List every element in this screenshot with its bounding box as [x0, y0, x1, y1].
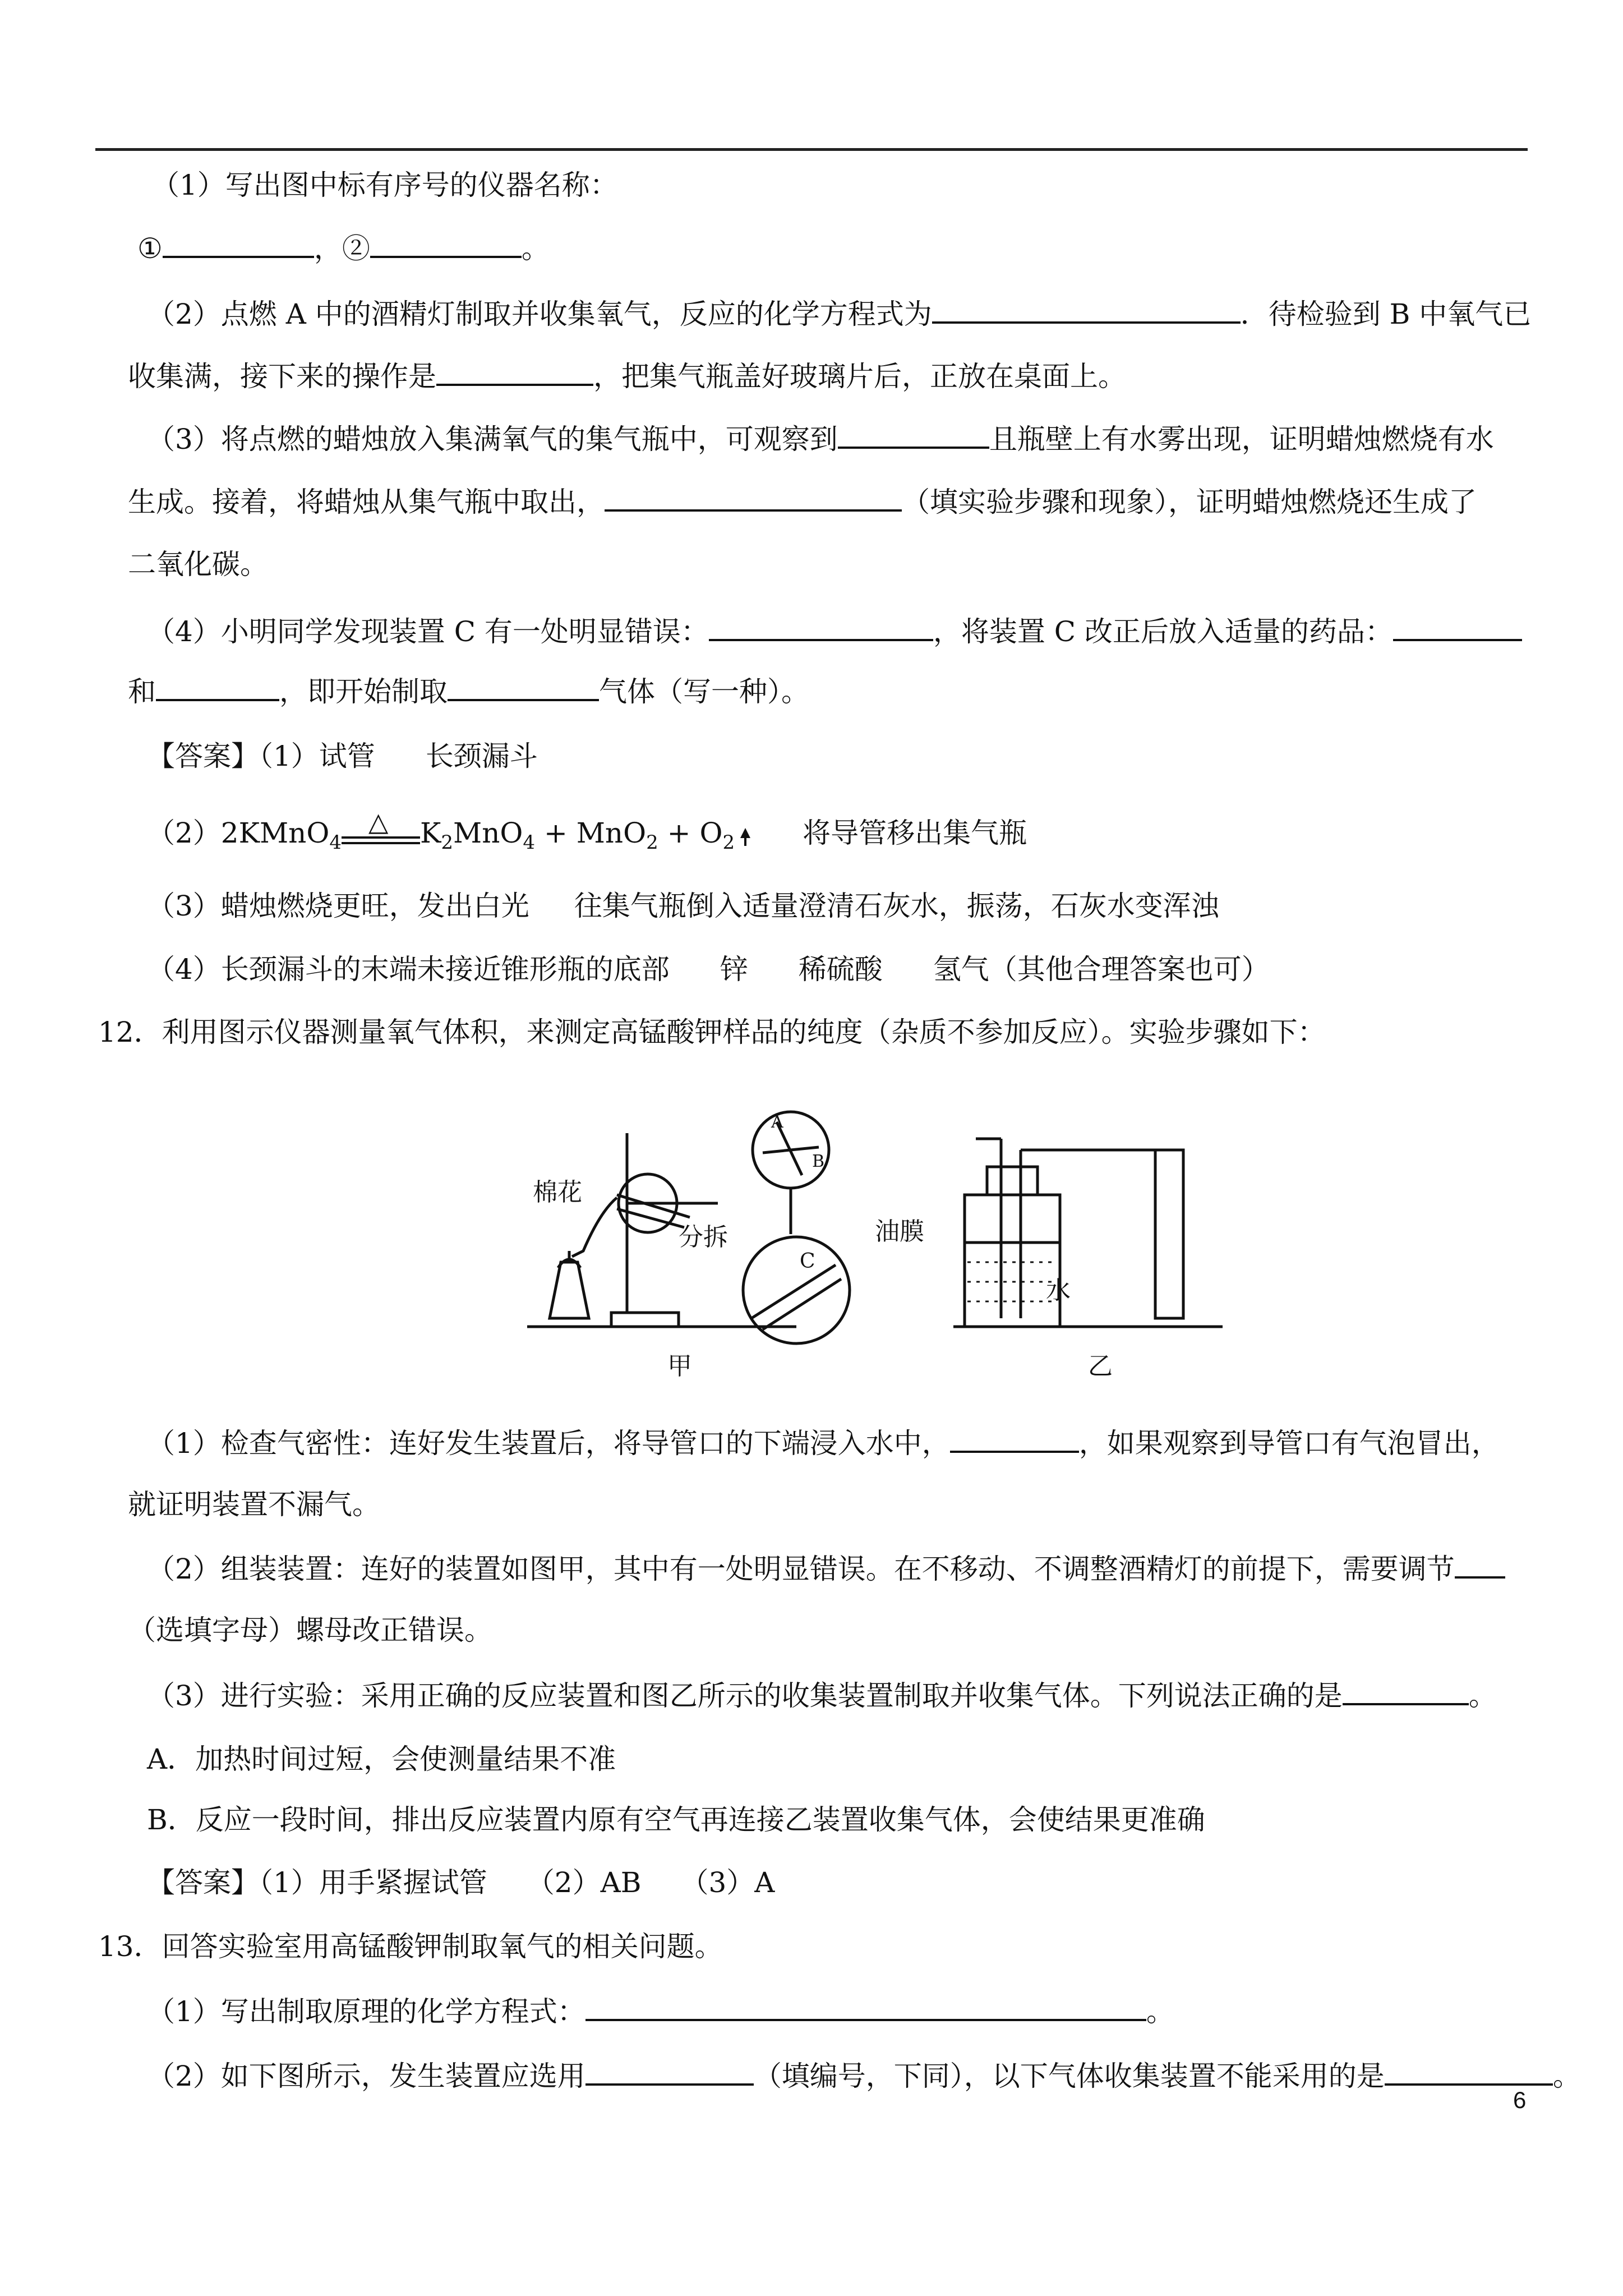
answer-blank[interactable] [585, 1993, 1146, 2021]
q11-part3-line2: 生成。接着，将蜡烛从集气瓶中取出， （填实验步骤和现象），证明蜡烛燃烧还生成了 [128, 484, 1477, 519]
q11-part3-line3: 二氧化碳。 [128, 548, 268, 581]
answer-blank[interactable] [163, 230, 314, 258]
heat-condition-sign: △ [342, 824, 420, 846]
q11-part4-line1: （4）小明同学发现装置 C 有一处明显错误： ，将装置 C 改正后放入适量的药品： [147, 613, 1522, 648]
q11-part1: （1）写出图中标有序号的仪器名称： [151, 169, 618, 201]
bottle-neck [987, 1167, 1038, 1195]
label-split: 分拆 [679, 1223, 728, 1251]
q13-stem: 13．回答实验室用高锰酸钾制取氧气的相关问题。 [98, 1930, 723, 1963]
q11-part1-blanks: ① ，② 。 [137, 230, 550, 265]
measuring-cylinder [1155, 1150, 1183, 1318]
q11-part4-line2: 和 ，即开始制取 气体（写一种）。 [128, 673, 809, 708]
label-c: C [800, 1250, 815, 1273]
answer-blank[interactable] [950, 1425, 1079, 1453]
label-cotton: 棉花 [533, 1178, 582, 1207]
label-b: B [812, 1152, 825, 1171]
q12-part3: （3）进行实验：采用正确的反应装置和图乙所示的收集装置制取并收集气体。下列说法正确的是 。 [147, 1677, 1497, 1713]
q11-answer1: 【答案】（1）试管 长颈漏斗 [147, 740, 538, 772]
answer-blank[interactable] [605, 484, 902, 512]
answer-blank[interactable] [709, 613, 933, 641]
q11-answer4: （4）长颈漏斗的末端未接近锥形瓶的底部 锌 稀硫酸 氢气（其他合理答案也可） [147, 953, 1270, 986]
answer-blank[interactable] [1455, 1550, 1505, 1579]
label-yi: 乙 [1088, 1352, 1113, 1381]
gas-arrow-icon [740, 828, 750, 838]
answer-blank[interactable] [370, 230, 522, 258]
q12-part2-line2: （选填字母）螺母改正错误。 [128, 1614, 492, 1646]
q12-part1-line2: 就证明装置不漏气。 [128, 1488, 380, 1521]
answer-blank[interactable] [448, 673, 599, 701]
label-oil-film: 油膜 [875, 1217, 924, 1246]
q12-stem: 12．利用图示仪器测量氧气体积，来测定高锰酸钾样品的纯度（杂质不参加反应）。实验步骤如下： [98, 1016, 1326, 1048]
q11-part2-line1: （2）点燃 A 中的酒精灯制取并收集氧气，反应的化学方程式为 ．待检验到 B 中氧气已 [147, 296, 1531, 331]
page-number: 6 [1513, 2087, 1527, 2113]
answer-blank[interactable] [585, 2058, 754, 2086]
q12-answer: 【答案】（1）用手紧握试管 （2）AB （3）A [147, 1866, 775, 1899]
answer-blank[interactable] [156, 673, 279, 701]
label-jia: 甲 [667, 1352, 692, 1381]
answer-blank[interactable] [838, 421, 989, 449]
apparatus-figure [527, 1083, 1324, 1386]
answer-blank[interactable] [1343, 1677, 1469, 1705]
q11-answer2: （2）2KMnO$_4$ △ $K_2MnO_4 + MnO_2 + O_2$ 将导管移出集气瓶 [147, 807, 1027, 854]
header-rule [95, 148, 1528, 151]
q12-part2-line1: （2）组装装置：连好的装置如图甲，其中有一处明显错误。在不移动、不调整酒精灯的前提下，需要调节 [147, 1550, 1505, 1586]
q11-part2-line2: 收集满，接下来的操作是 ，把集气瓶盖好玻璃片后，正放在桌面上。 [128, 358, 1126, 393]
q13-part1: （1）写出制取原理的化学方程式： 。 [147, 1993, 1174, 2028]
answer-blank[interactable] [1393, 613, 1522, 641]
answer-blank[interactable] [932, 296, 1241, 324]
q12-part1-line1: （1）检查气密性：连好发生装置后，将导管口的下端浸入水中， ，如果观察到导管口有气泡冒出， [147, 1425, 1500, 1460]
q12-option-a: A．加热时间过短，会使测量结果不准 [147, 1743, 616, 1775]
q13-part2: （2）如下图所示，发生装置应选用 （填编号，下同），以下气体收集装置不能采用的是 。 [147, 2058, 1581, 2093]
alcohol-lamp [550, 1262, 589, 1318]
stand-base [611, 1313, 679, 1327]
apparatus-diagram [527, 1083, 1324, 1386]
label-a: A [771, 1112, 783, 1132]
label-water: 水 [1046, 1276, 1071, 1305]
answer-blank[interactable] [436, 358, 593, 386]
q11-answer3: （3）蜡烛燃烧更旺，发出白光 往集气瓶倒入适量澄清石灰水，振荡，石灰水变浑浊 [147, 890, 1219, 922]
answer-blank[interactable] [1385, 2058, 1553, 2086]
q12-option-b: B．反应一段时间，排出反应装置内原有空气再连接乙装置收集气体，会使结果更准确 [147, 1803, 1205, 1836]
q11-part3-line1: （3）将点燃的蜡烛放入集满氧气的集气瓶中，可观察到 且瓶壁上有水雾出现，证明蜡烛燃烧有水 [147, 421, 1494, 456]
collection-bottle [965, 1195, 1060, 1327]
